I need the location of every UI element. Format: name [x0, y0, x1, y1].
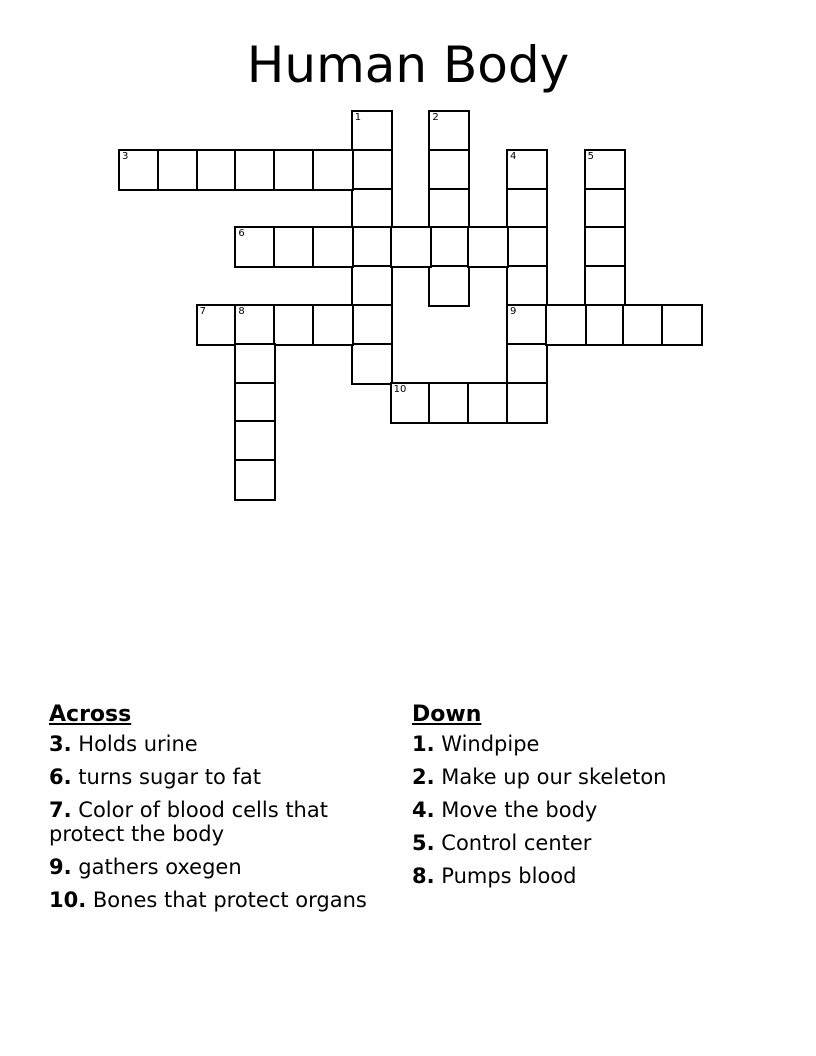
- grid-cell[interactable]: [273, 149, 315, 191]
- grid-cell[interactable]: [506, 188, 548, 230]
- grid-cell[interactable]: [312, 226, 354, 268]
- down-heading: Down: [412, 702, 482, 727]
- cell-number: 10: [393, 383, 407, 395]
- grid-cell[interactable]: [273, 304, 315, 346]
- cell-number: 9: [510, 306, 517, 317]
- cell-number: 6: [238, 228, 245, 240]
- clue-number: 2.: [412, 765, 435, 789]
- clue-text: Windpipe: [441, 732, 540, 756]
- cell-number: 5: [587, 150, 594, 162]
- grid-cell[interactable]: [312, 149, 354, 191]
- across-heading: Across: [49, 702, 132, 727]
- grid-cell[interactable]: [118, 149, 160, 191]
- clue-number: 10.: [49, 888, 87, 912]
- clue-number: 4.: [412, 798, 435, 822]
- grid-cell[interactable]: [351, 110, 393, 152]
- grid-cell[interactable]: [273, 226, 315, 268]
- cell-number: 7: [199, 306, 206, 317]
- grid-cell[interactable]: [428, 149, 470, 191]
- grid-cell[interactable]: [584, 188, 626, 230]
- across-clue-3: [49, 732, 379, 756]
- grid-cell[interactable]: [390, 226, 432, 268]
- down-clue-5: [412, 831, 772, 855]
- grid-cell[interactable]: [584, 304, 626, 346]
- grid-cell[interactable]: [428, 110, 470, 152]
- grid-cell[interactable]: [234, 226, 276, 268]
- across-clue-9: [49, 855, 379, 879]
- grid-cell[interactable]: [545, 304, 587, 346]
- clue-text: Bones that protect organs: [92, 888, 367, 912]
- grid-cell[interactable]: [351, 304, 393, 346]
- grid-cell[interactable]: [622, 304, 664, 346]
- grid-cell[interactable]: [234, 420, 276, 462]
- grid-cell[interactable]: [234, 459, 276, 501]
- grid-cell[interactable]: [196, 304, 238, 346]
- grid-cell[interactable]: [428, 382, 470, 424]
- clue-number: 1.: [412, 732, 435, 756]
- cell-number: 3: [122, 150, 129, 162]
- clue-number: 8.: [412, 864, 435, 888]
- across-clue-10: [49, 888, 379, 912]
- clue-text: turns sugar to fat: [78, 765, 262, 789]
- grid-cell[interactable]: [428, 188, 470, 230]
- grid-cell[interactable]: [506, 304, 548, 346]
- grid-cell[interactable]: [351, 343, 393, 385]
- grid-cell[interactable]: [584, 265, 626, 307]
- clue-number: 6.: [49, 765, 72, 789]
- clue-text: Color of blood cells that protect the body: [49, 798, 328, 846]
- clue-text: Move the body: [441, 798, 598, 822]
- grid-cell[interactable]: [506, 343, 548, 385]
- grid-cell[interactable]: [351, 226, 393, 268]
- down-clue-8: [412, 864, 772, 888]
- grid-cell[interactable]: [506, 382, 548, 424]
- grid-cell[interactable]: [506, 226, 548, 268]
- across-clue-6: [49, 765, 379, 789]
- cell-number: 2: [432, 112, 439, 123]
- grid-cell[interactable]: [312, 304, 354, 346]
- grid-cell[interactable]: [390, 382, 432, 424]
- page-title: Human Body: [246, 36, 570, 94]
- grid-cell[interactable]: [234, 149, 276, 191]
- crossword-grid: [0, 0, 816, 520]
- grid-cell[interactable]: [584, 149, 626, 191]
- grid-cell[interactable]: [506, 149, 548, 191]
- clue-text: Make up our skeleton: [441, 765, 667, 789]
- grid-cell[interactable]: [157, 149, 199, 191]
- grid-cell[interactable]: [428, 265, 470, 307]
- grid-cell[interactable]: [584, 226, 626, 268]
- cell-number: 8: [238, 306, 245, 317]
- down-clue-2: [412, 765, 772, 789]
- clue-number: 7.: [49, 798, 72, 822]
- down-clues: [412, 702, 772, 897]
- clue-text: Pumps blood: [441, 864, 577, 888]
- cell-number: 1: [354, 112, 362, 123]
- clue-number: 3.: [49, 732, 72, 756]
- grid-cell[interactable]: [351, 188, 393, 230]
- grid-cell[interactable]: [428, 226, 470, 268]
- grid-cell[interactable]: [234, 382, 276, 424]
- grid-cell[interactable]: [351, 149, 393, 191]
- clue-text: gathers oxegen: [78, 855, 242, 879]
- grid-cell[interactable]: [467, 382, 509, 424]
- grid-cell[interactable]: [196, 149, 238, 191]
- across-clue-7: [49, 798, 379, 846]
- clue-text: Control center: [441, 831, 592, 855]
- grid-cell[interactable]: [661, 304, 703, 346]
- down-clue-1: [412, 732, 772, 756]
- clue-number: 9.: [49, 855, 72, 879]
- grid-cell[interactable]: [234, 343, 276, 385]
- down-clue-4: [412, 798, 772, 822]
- clue-number: 5.: [412, 831, 435, 855]
- across-clues: [49, 702, 379, 921]
- clue-text: Holds urine: [78, 732, 198, 756]
- grid-cell[interactable]: [351, 265, 393, 307]
- cell-number: 4: [510, 150, 517, 162]
- grid-cell[interactable]: [506, 265, 548, 307]
- grid-cell[interactable]: [467, 226, 509, 268]
- grid-cell[interactable]: [234, 304, 276, 346]
